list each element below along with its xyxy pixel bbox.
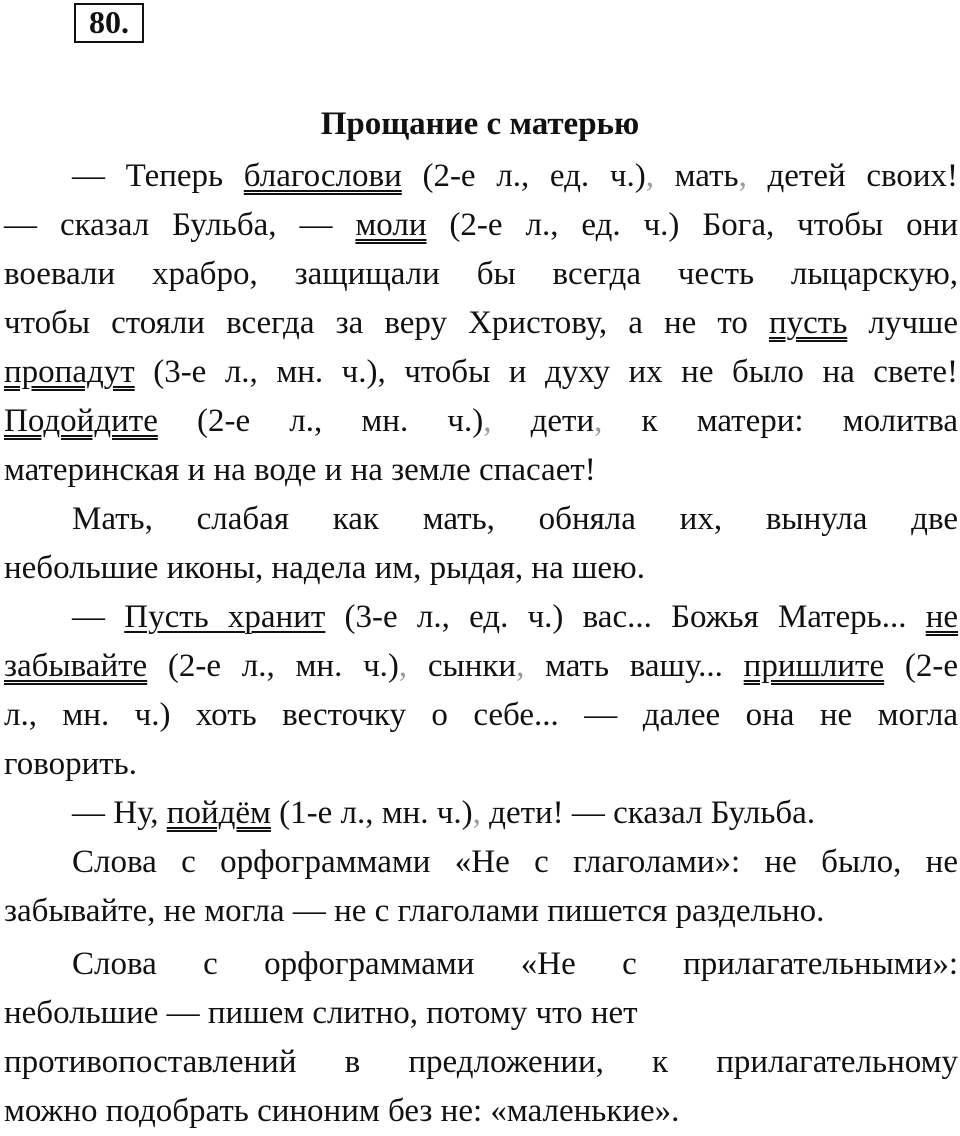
text-segment: Слова с орфограммами «Не с глаголами»: не было, не	[72, 844, 958, 880]
text-segment: л., мн. ч.) хоть весточку о себе... — далее она не могла	[4, 697, 958, 733]
text-segment: (1-е л., мн. ч.)	[270, 795, 473, 831]
comma-mark: ,	[645, 158, 654, 194]
text-segment: дети	[491, 403, 595, 439]
text-segment: Мать, слабая как мать, обняла их, вынула две	[72, 501, 958, 537]
text-line-8	[72, 495, 958, 544]
text-segment: дети! — сказал Бульба.	[480, 795, 816, 831]
text-segment: мать вашу...	[524, 648, 744, 684]
comma-mark: ,	[594, 403, 603, 439]
text-line-15	[72, 838, 958, 887]
text-segment: лучше	[847, 305, 958, 341]
predicate-word: Пусть хранит	[124, 599, 326, 635]
text-title: Прощание с матерью	[320, 106, 640, 142]
text-line-19	[4, 1038, 958, 1087]
task-number-box: 80.	[74, 3, 144, 43]
text-segment: — Ну,	[72, 795, 167, 831]
predicate-word: пропадут	[4, 354, 135, 390]
comma-mark: ,	[516, 648, 525, 684]
text-segment: чтобы стояли всегда за веру Христову, а не то	[4, 305, 769, 341]
text-segment: (2-е л., ед. ч.) Бога, чтобы они	[426, 207, 958, 243]
text-segment: Слова с орфограммами «Не с прилагательными»:	[72, 946, 958, 982]
predicate-word: моли	[355, 207, 427, 243]
comma-mark: ,	[483, 403, 492, 439]
text-segment: материнская и на воде и на земле спасает!	[4, 452, 596, 488]
text-segment: можно подобрать синоним без не: «маленькие».	[4, 1093, 680, 1129]
text-segment: —	[72, 599, 125, 635]
text-line-6	[4, 397, 958, 446]
text-line-10	[72, 593, 958, 642]
text-segment: сынки	[407, 648, 517, 684]
text-line-3	[4, 250, 958, 299]
predicate-word: пойдём	[166, 795, 271, 831]
text-line-11	[4, 642, 958, 691]
text-line-1	[72, 152, 958, 201]
text-line-4	[4, 299, 958, 348]
text-segment: — сказал Бульба, —	[4, 207, 356, 243]
text-line-18	[4, 989, 638, 1038]
comma-mark: ,	[738, 158, 747, 194]
predicate-word: забывайте	[4, 648, 148, 684]
text-line-9	[4, 544, 645, 593]
predicate-word: Подойдите	[4, 403, 158, 439]
text-line-16	[4, 887, 824, 936]
text-segment: к матери: молитва	[602, 403, 958, 439]
text-segment: (2-е л., мн. ч.)	[147, 648, 399, 684]
predicate-word: благослови	[243, 158, 402, 194]
text-segment: забывайте, не могла — не с глаголами пишется раздельно.	[4, 893, 825, 929]
text-segment: (3-е л., ед. ч.) вас... Божья Матерь...	[325, 599, 926, 635]
text-segment: (3-е л., мн. ч.), чтобы и духу их не было на свете!	[134, 354, 958, 390]
text-segment: противопоставлений в предложении, к прилагательному	[4, 1044, 958, 1080]
text-line-13	[4, 740, 137, 789]
predicate-word: пришлите	[743, 648, 885, 684]
text-line-20	[4, 1087, 679, 1136]
text-segment: (2-е л., мн. ч.)	[157, 403, 484, 439]
text-segment: (2-е л., ед. ч.)	[401, 158, 646, 194]
text-line-12	[4, 691, 958, 740]
text-segment: небольшие иконы, надела им, рыдая, на шею.	[4, 550, 645, 586]
text-segment: — Теперь	[72, 158, 244, 194]
text-segment: воевали храбро, защищали бы всегда честь лыцарскую,	[4, 256, 958, 292]
text-segment: небольшие — пишем слитно, потому что нет	[4, 995, 638, 1031]
text-line-2	[4, 201, 958, 250]
text-line-17	[72, 940, 958, 989]
text-segment: мать	[653, 158, 739, 194]
predicate-word: пусть	[768, 305, 848, 341]
text-line-14	[72, 789, 815, 838]
comma-mark: ,	[472, 795, 481, 831]
text-line-7	[4, 446, 596, 495]
text-line-5	[4, 348, 958, 397]
comma-mark: ,	[398, 648, 408, 684]
text-segment: детей своих!	[746, 158, 959, 194]
text-segment: (2-е	[884, 648, 958, 684]
predicate-word: не	[925, 599, 959, 635]
text-segment: говорить.	[4, 746, 137, 782]
